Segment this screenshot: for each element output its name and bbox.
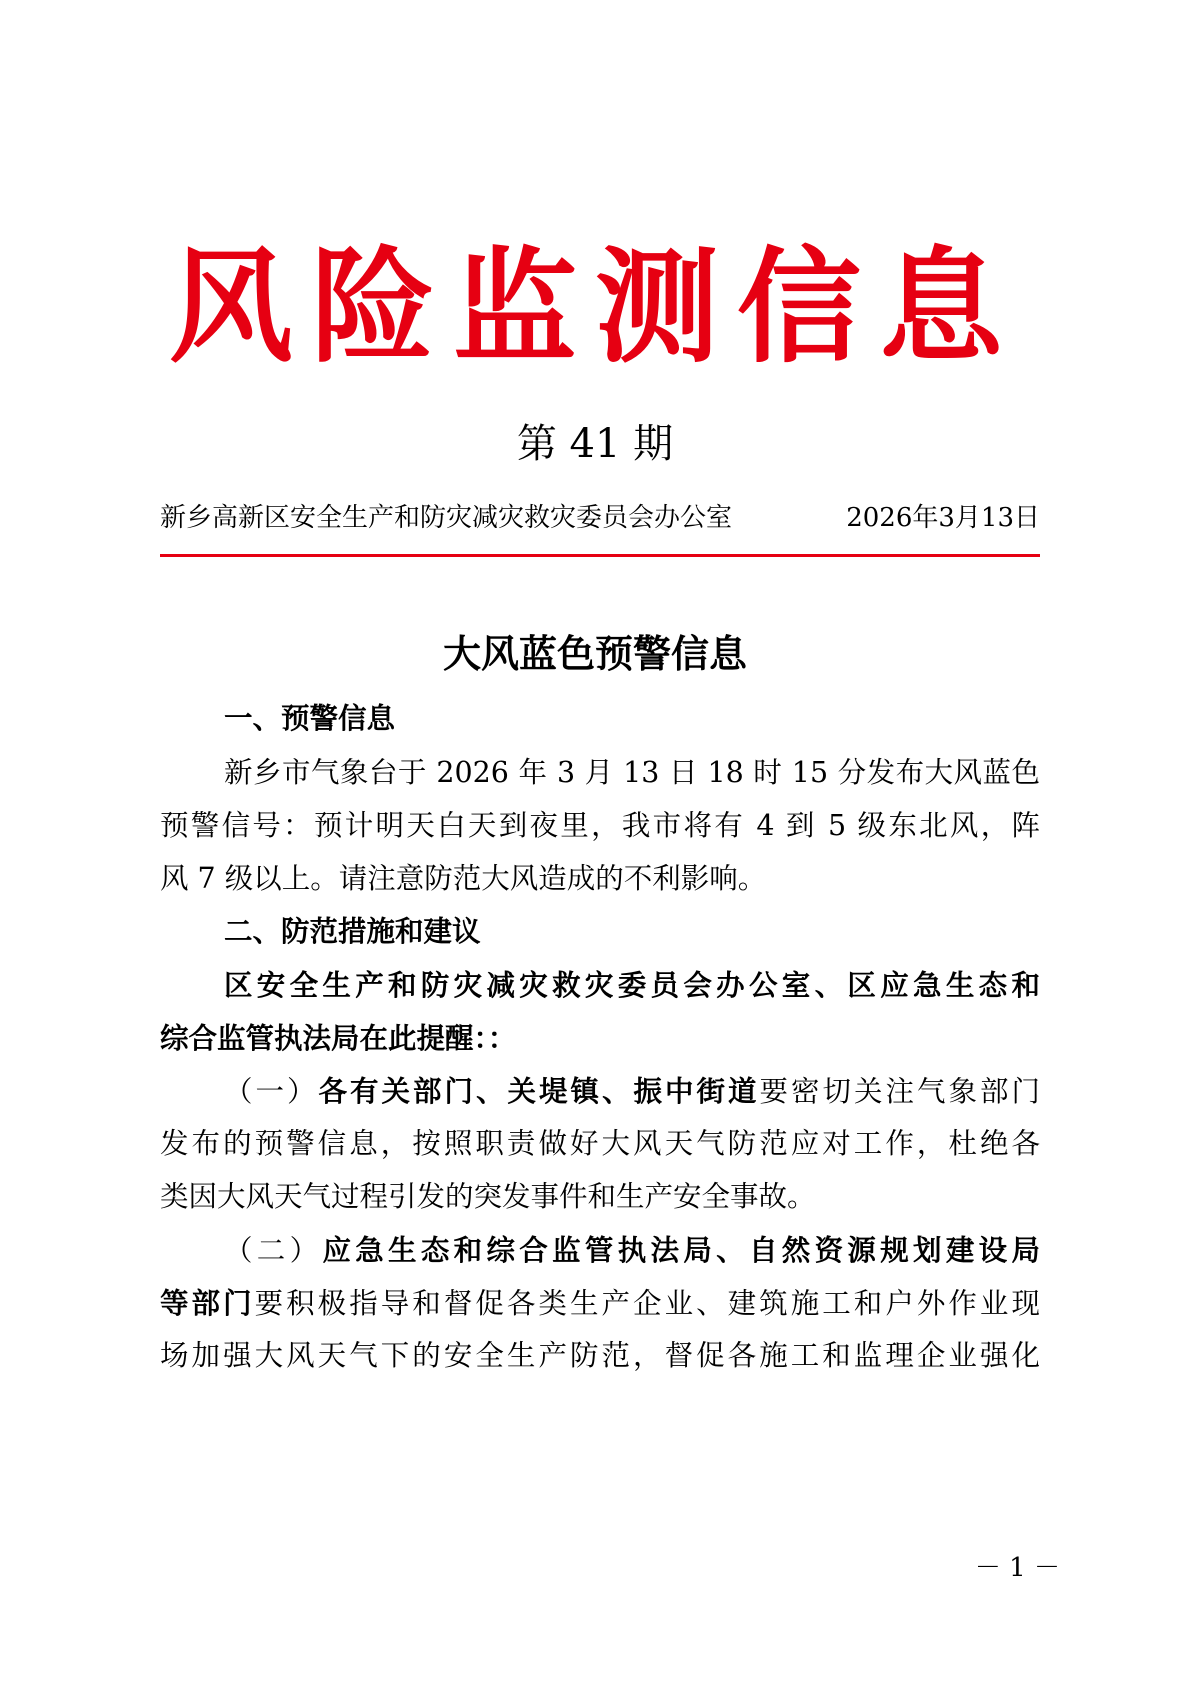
red-divider [160, 554, 1040, 557]
issuer-line [160, 498, 1040, 538]
document-title: 大风蓝色预警信息 [442, 631, 747, 676]
paragraph-line: 场加强大风天气下的安全生产防范，督促各施工和监理企业强化 [160, 1339, 1040, 1372]
paragraph-line: 新乡市气象台于 2026 年 3 月 13 日 18 时 15 分发布大风蓝色 [224, 756, 1040, 789]
reminder-intro-line: 综合监管执法局在此提醒：： [160, 1021, 517, 1055]
paragraph-line: 预警信号：预计明天白天到夜里，我市将有 4 到 5 级东北风，阵 [160, 809, 1040, 842]
issue-number: 第 41 期 [516, 421, 674, 467]
reminder-intro-line: 区安全生产和防灾减灾救灾委员会办公室、区应急生态和 [224, 968, 1040, 1002]
item-two-subjects: 应急生态和综合监管执法局、自然资源规划建设局 [322, 1233, 1040, 1267]
item-one-first-line [224, 1068, 1040, 1114]
item-two-text: 要积极指导和督促各类生产企业、建筑施工和户外作业现 [254, 1287, 1040, 1320]
section-heading-measures: 二、防范措施和建议 [224, 915, 481, 948]
paragraph-line: 类因大风天气过程引发的突发事件和生产安全事故。 [160, 1180, 816, 1213]
item-one-text: 要密切关注气象部门 [759, 1075, 1040, 1108]
item-one-subjects: 各有关部门、关堤镇、振中街道 [318, 1074, 760, 1108]
item-one-prefix: （一） [224, 1075, 319, 1108]
issuer-organization: 新乡高新区安全生产和防灾减灾救灾委员会办公室 [160, 503, 733, 533]
page-number: － 1 － [974, 1553, 1060, 1583]
masthead-title: 风险监测信息 [168, 235, 1021, 380]
item-two-first-line [224, 1227, 1040, 1273]
issue-date: 2026年3月13日 [846, 503, 1040, 533]
item-two-subjects-end: 等部门 [160, 1286, 255, 1320]
item-two-prefix: （二） [224, 1234, 323, 1267]
paragraph-line: 发布的预警信息，按照职责做好大风天气防范应对工作，杜绝各 [160, 1127, 1040, 1160]
section-heading-warning-info: 一、预警信息 [224, 702, 396, 735]
item-two-second-line [160, 1280, 1040, 1326]
paragraph-line: 风 7 级以上。请注意防范大风造成的不利影响。 [160, 862, 767, 895]
